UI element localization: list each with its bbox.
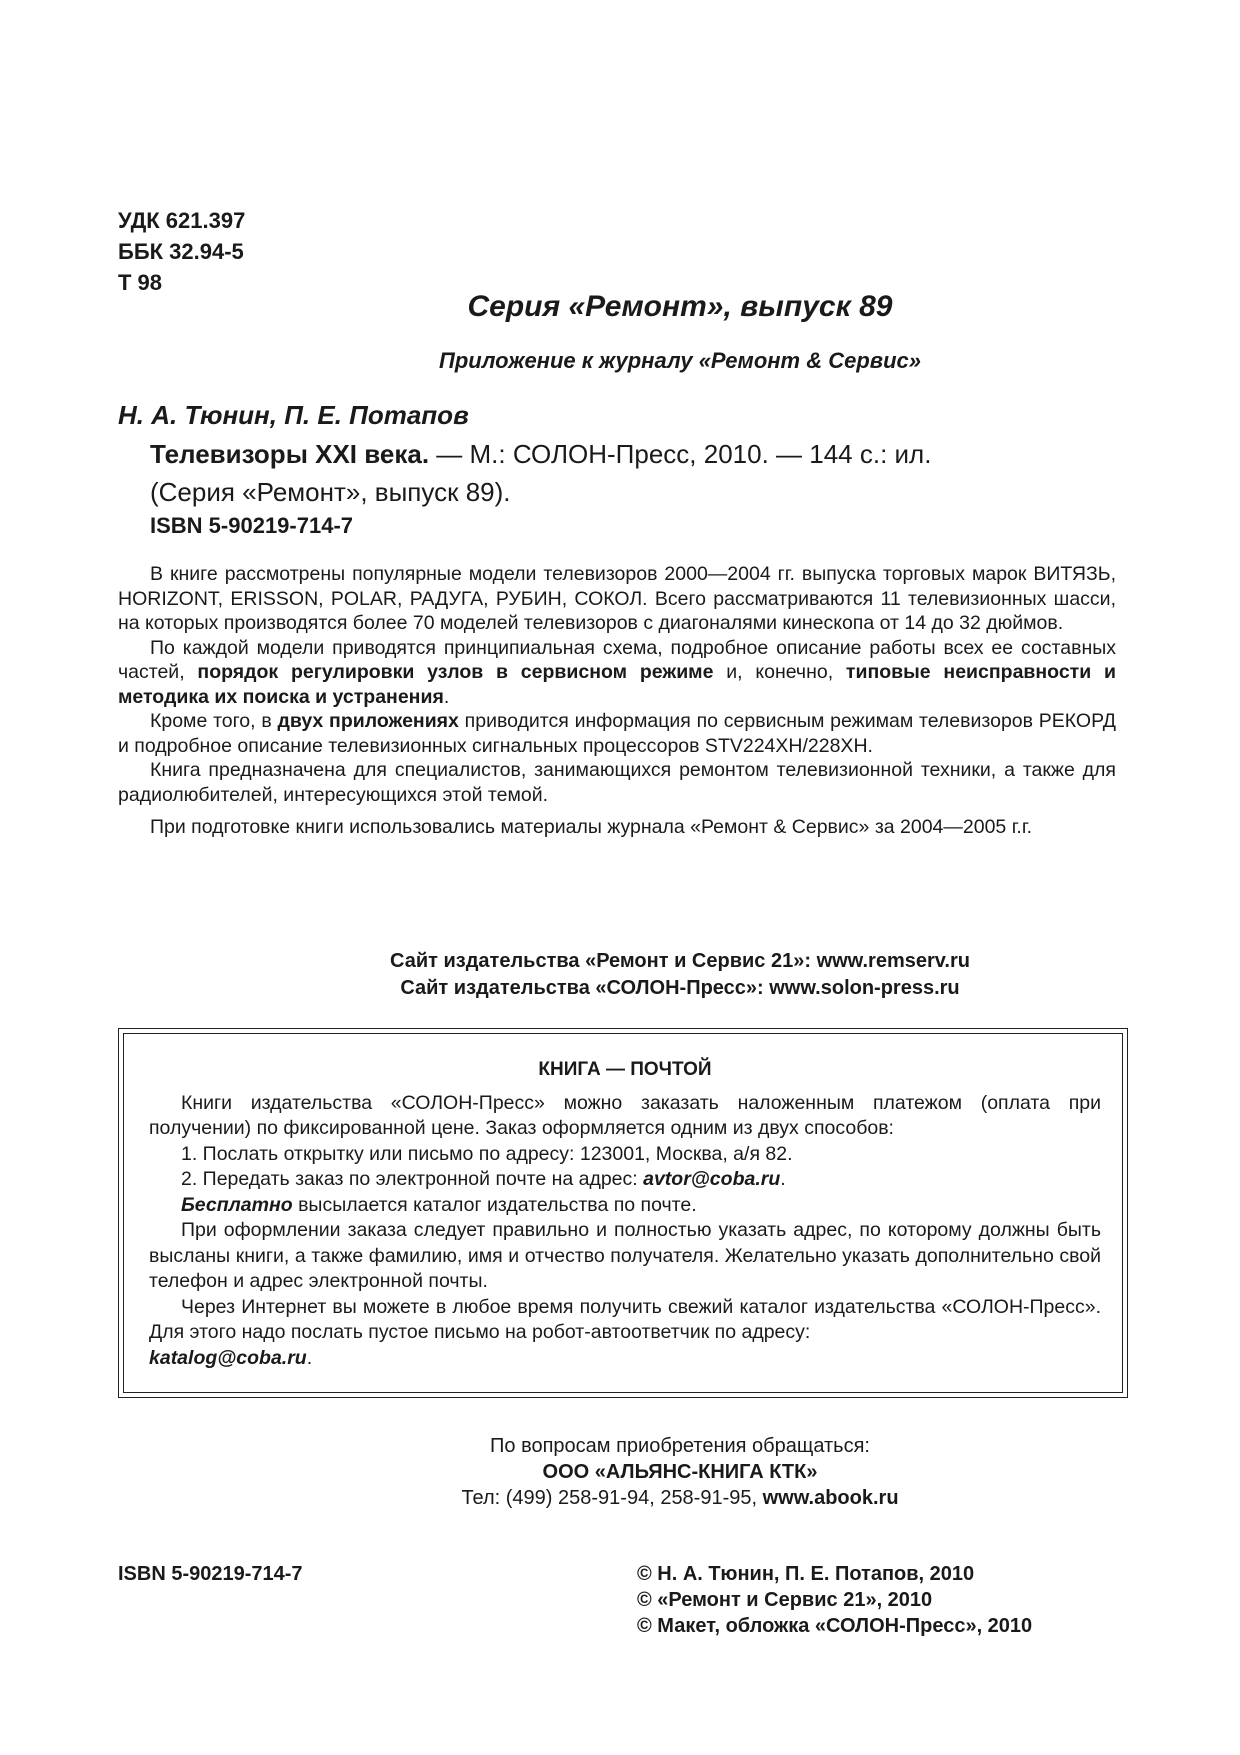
publisher-sites (0, 948, 1240, 1002)
site-line-remserv: Сайт издательства «Ремонт и Сервис 21»: www.remserv.ru (390, 950, 970, 972)
mail-order-paragraph: katalog@coba.ru. (149, 1346, 313, 1369)
authors: Н. А. Тюнин, П. Е. Потапов (118, 400, 469, 430)
bbk-code: ББК 32.94-5 (118, 239, 244, 264)
copyrights (637, 1561, 1032, 1639)
mail-order-item: 1. Послать открытку или письмо по адресу: 123001, Москва, а/я 82. (181, 1142, 793, 1165)
abstract (118, 562, 1116, 840)
isbn-top: ISBN 5-90219-714-7 (150, 513, 354, 538)
imprint: — М.: СОЛОН-Пресс, 2010. — 144 с.: ил. (429, 439, 932, 469)
purchase-contact (0, 1433, 1240, 1511)
abstract-paragraph: При подготовке книги использовались материалы журнала «Ремонт & Сервис» за 2004—2005 г.г. (150, 816, 1032, 838)
classification-codes (118, 205, 245, 298)
series-note: (Серия «Ремонт», выпуск 89). (150, 477, 511, 507)
appendix-note: Приложение к журналу «Ремонт & Сервис» (439, 348, 921, 373)
isbn-bottom: ISBN 5-90219-714-7 (118, 1563, 303, 1585)
author-email: avtor@coba.ru (643, 1168, 781, 1190)
abstract-paragraph: В книге рассмотрены популярные модели телевизоров 2000—2004 гг. выпуска торговых марок ВИТЯЗЬ, HORIZONT, ERISSON, POLAR, РАДУГА, РУБИН, СОКОЛ. Всего рассматриваются 11 телевизионных шасси, на которых производятся более 70 моделей телевизоров с диагоналями кинескопа от 14 до 32 дюймов. (118, 563, 1116, 634)
abstract-paragraph: Книга предназначена для специалистов, занимающихся ремонтом телевизионной техники, а также для радиолюбителей, интересующихся этой темой. (118, 759, 1116, 806)
mail-order-item: 2. Передать заказ по электронной почте на адрес: avtor@coba.ru. (181, 1168, 786, 1190)
author-mark: Т 98 (118, 270, 163, 295)
series-title: Серия «Ремонт», выпуск 89 (467, 290, 893, 323)
mail-order-paragraph: Бесплатно высылается каталог издательства по почте. (181, 1193, 697, 1216)
copyright-line: © «Ремонт и Сервис 21», 2010 (637, 1589, 933, 1611)
udk-code: УДК 621.397 (118, 208, 246, 233)
mail-order-heading: КНИГА — ПОЧТОЙ (538, 1059, 712, 1080)
abstract-paragraph: По каждой модели приводятся принципиальная схема, подробное описание работы всех ее составных частей, порядок регулировки узлов в сервисном режиме и, конечно, типовые неисправности и методика их поиска и устранения. (118, 636, 1116, 708)
mail-order-paragraph: При оформлении заказа следует правильно и полностью указать адрес, по которому должны быть высланы книги, а также фамилию, имя и отчество получателя. Желательно указать дополнительно свой телефон и адрес электронной почты. (149, 1219, 1101, 1292)
contact-company: ООО «АЛЬЯНС-КНИГА КТК» (542, 1461, 818, 1483)
contact-intro: По вопросам приобретения обращаться: (490, 1435, 870, 1457)
copyright-line: © Н. А. Тюнин, П. Е. Потапов, 2010 (637, 1563, 975, 1585)
site-line-solon: Сайт издательства «СОЛОН-Пресс»: www.solon-press.ru (400, 977, 960, 999)
book-title: Телевизоры XXI века. (150, 439, 430, 469)
contact-site: www.abook.ru (762, 1487, 899, 1509)
bibliographic-entry (150, 435, 931, 511)
mail-order-box (118, 1028, 1128, 1398)
copyright-line: © Макет, обложка «СОЛОН-Пресс», 2010 (637, 1615, 1033, 1637)
mail-order-paragraph: Через Интернет вы можете в любое время получить свежий каталог издательства «СОЛОН-Пресс». Для этого надо послать пустое письмо на робот-автоответчик по адресу: (149, 1295, 1101, 1343)
abstract-paragraph: Кроме того, в двух приложениях приводится информация по сервисным режимам телевизоров РЕКОРД и подробное описание телевизионных сигнальных процессоров STV224XH/228XH. (118, 710, 1117, 757)
contact-phone-line: Тел: (499) 258-91-94, 258-91-95, www.abook.ru (461, 1487, 899, 1509)
mail-order-content (149, 1057, 1101, 1371)
mail-order-paragraph: Книги издательства «СОЛОН-Пресс» можно заказать наложенным платежом (оплата при получении) по фиксированной цене. Заказ оформляется одним из двух способов: (149, 1091, 1101, 1139)
catalog-email: katalog@coba.ru (149, 1346, 307, 1369)
